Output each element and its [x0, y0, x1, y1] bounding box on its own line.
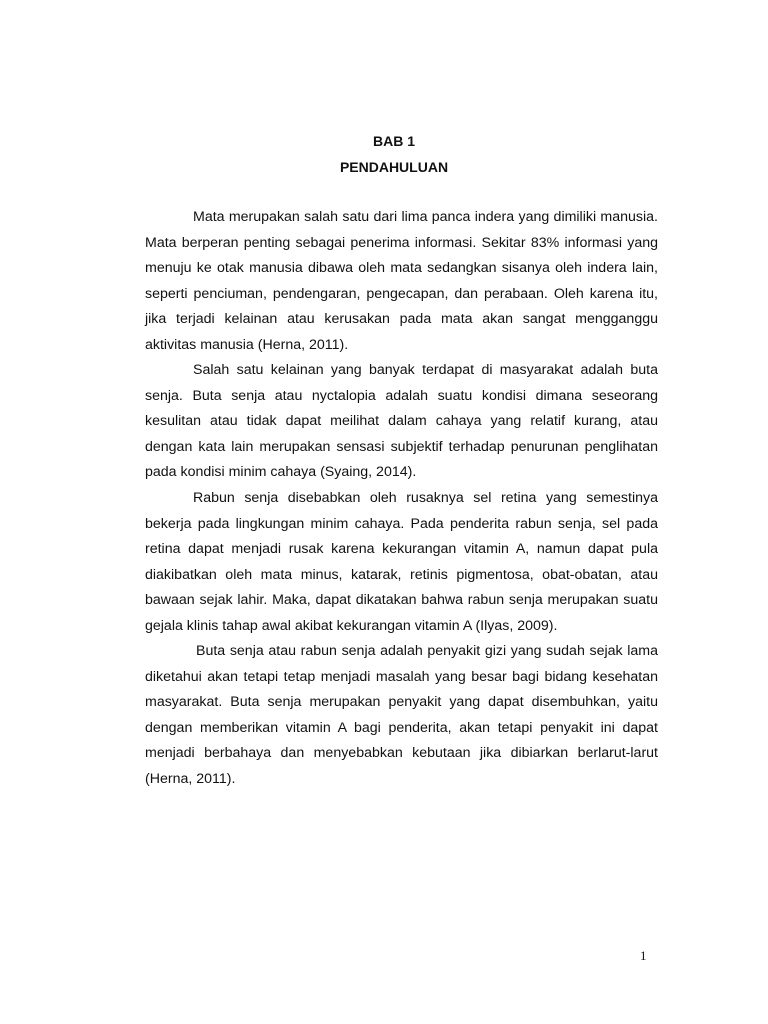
body-text	[145, 205, 658, 793]
paragraph: Buta senja atau rabun senja adalah penyakit gizi yang sudah sejak lama diketahui akan tetapi tetap menjadi masalah yang besar bagi bidang kesehatan masyarakat. Buta senja merupakan penyakit yang dapat disembuhkan, yaitu dengan memberikan vitamin A bagi penderita, akan tetapi penyakit ini dapat menjadi berbahaya dan menyebabkan kebutaan jika dibiarkan berlarut-larut (Herna, 2011).	[145, 643, 658, 788]
paragraph: Mata merupakan salah satu dari lima panca indera yang dimiliki manusia. Mata berperan penting sebagai penerima informasi. Sekitar 83% informasi yang menuju ke otak manusia dibawa oleh mata sedangkan sisanya oleh indera lain, seperti penciuman, pendengaran, pengecapan, dan perabaan. Oleh karena itu, jika terjadi kelainan atau kerusakan pada mata akan sangat mengganggu aktivitas manusia (Herna, 2011).	[145, 209, 658, 353]
page-number: 1	[640, 948, 647, 963]
chapter-label: BAB 1	[372, 133, 415, 149]
chapter-title: PENDAHULUAN	[339, 159, 449, 175]
paragraph: Rabun senja disebabkan oleh rusaknya sel retina yang semestinya bekerja pada lingkungan minim cahaya. Pada penderita rabun senja, sel pada retina dapat menjadi rusak karena kekurangan vitamin A, namun dapat pula diakibatkan oleh mata minus, katarak, retinis pigmentosa, obat-obatan, atau bawaan sejak lahir. Maka, dapat dikatakan bahwa rabun senja merupakan suatu gejala klinis tahap awal akibat kekurangan vitamin A (Ilyas, 2009).	[145, 490, 658, 634]
paragraph: Salah satu kelainan yang banyak terdapat di masyarakat adalah buta senja. Buta senja atau nyctalopia adalah suatu kondisi dimana seseorang kesulitan atau tidak dapat meilihat dalam cahaya yang relatif kurang, atau dengan kata lain merupakan sensasi subjektif terhadap penurunan penglihatan pada kondisi minim cahaya (Syaing, 2014).	[145, 362, 658, 481]
